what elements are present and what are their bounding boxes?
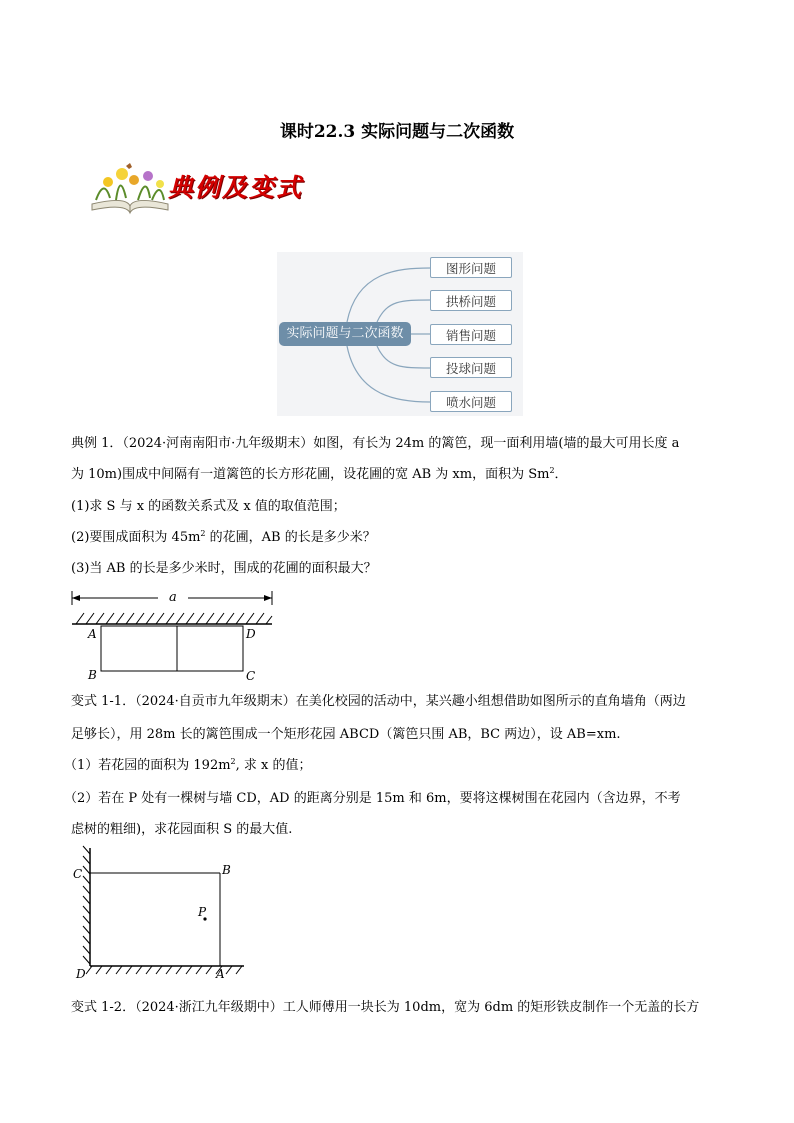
example1-line2-text: 为 10m)围成中间隔有一道篱笆的长方形花圃，设花圃的宽 AB 为 xm，面积为 Sm bbox=[71, 467, 550, 482]
label-D: D bbox=[76, 967, 86, 980]
variant1-1-question2-line2: 虑树的粗细)，求花园面积 S 的最大值. bbox=[71, 822, 293, 837]
label-C: C bbox=[246, 669, 256, 683]
label-B: B bbox=[222, 863, 231, 877]
variant1-1-line2: 足够长），用 28m 长的篱笆围成一个矩形花园 ABCD（篱笆只围 AB，BC 两边），设 AB=xm. bbox=[71, 727, 621, 742]
superscript: 2 bbox=[549, 466, 555, 475]
mindmap bbox=[277, 252, 523, 416]
label-A: A bbox=[88, 627, 97, 641]
q1-text: （1）若花园的面积为 192m bbox=[64, 758, 231, 773]
example1-line2 bbox=[71, 465, 568, 485]
page-title: 课时22.3 实际问题与二次函数 bbox=[279, 122, 515, 142]
variant1-2-line1: 变式 1-2．（2024·浙江九年级期中）工人师傅用一块长为 10dm，宽为 6dm 的矩形铁皮制作一个无盖的长方 bbox=[71, 1000, 700, 1015]
example1-figure bbox=[66, 586, 281, 684]
mindmap-node: 销售问题 bbox=[430, 324, 512, 345]
variant1-1-question2-line1: （2）若在 P 处有一棵树与墙 CD，AD 的距离分别是 15m 和 6m，要将这棵树围在花园内（含边界，不考 bbox=[64, 791, 681, 806]
banner-title: 典例及变式 bbox=[168, 173, 304, 202]
label-A: A bbox=[216, 967, 225, 980]
q1-end: , 求 x 的值； bbox=[235, 758, 312, 773]
example1-line2-end: ． bbox=[554, 467, 568, 482]
q2-text: (2)要围成面积为 45m bbox=[71, 530, 201, 545]
example1-question3: (3)当 AB 的长是多少米时，围成的花圃的面积最大？ bbox=[71, 561, 377, 576]
variant1-1-figure bbox=[66, 842, 256, 980]
label-D: D bbox=[246, 627, 256, 641]
mindmap-node: 投球问题 bbox=[430, 357, 512, 378]
superscript: 2 bbox=[230, 757, 236, 766]
example1-question1: (1)求 S 与 x 的函数关系式及 x 值的取值范围； bbox=[71, 499, 346, 514]
variant1-1-question1 bbox=[64, 756, 312, 776]
example1-question2 bbox=[71, 528, 376, 548]
variant1-1-line1: 变式 1-1．（2024·自贡市九年级期末）在美化校园的活动中，某兴趣小组想借助如图所示的直角墙角（两边 bbox=[71, 694, 686, 709]
label-C: C bbox=[73, 867, 83, 881]
superscript: 2 bbox=[200, 529, 206, 538]
label-P: P bbox=[198, 905, 207, 919]
example1-line1: 典例 1．（2024·河南南阳市·九年级期末）如图，有长为 24m 的篱笆，现一面利用墙(墙的最大可用长度 a bbox=[71, 436, 680, 451]
mindmap-root: 实际问题与二次函数 bbox=[279, 322, 411, 346]
label-B: B bbox=[88, 668, 97, 682]
label-a: a bbox=[169, 590, 177, 605]
q2-end: 的花圃，AB 的长是多少米？ bbox=[205, 530, 376, 545]
mindmap-node: 图形问题 bbox=[430, 257, 512, 278]
mindmap-node: 喷水问题 bbox=[430, 391, 512, 412]
open-book-flowers-icon bbox=[86, 160, 176, 215]
mindmap-node: 拱桥问题 bbox=[430, 290, 512, 311]
